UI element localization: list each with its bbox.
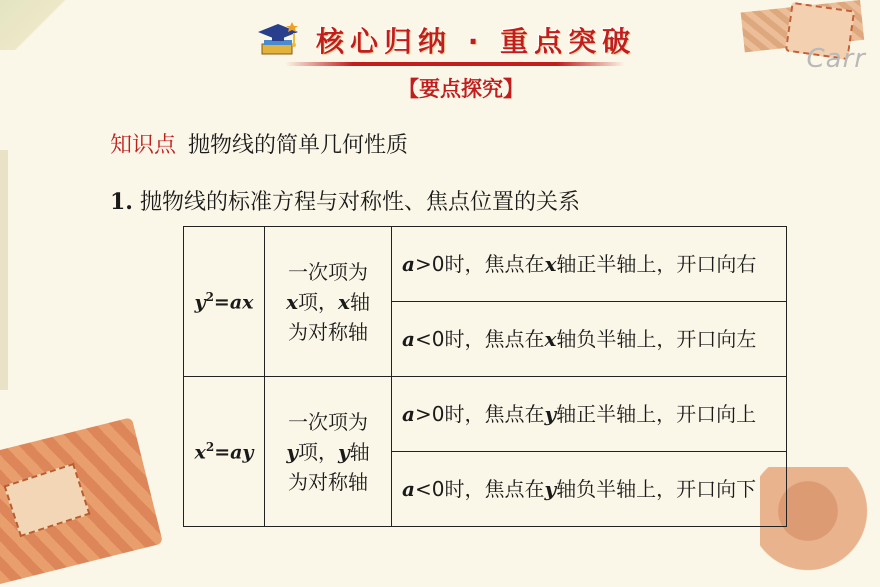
symmetry-line2	[267, 287, 389, 317]
focus-description-cell	[392, 452, 787, 527]
decorative-strip-left	[0, 150, 8, 390]
graduation-cap-icon	[258, 20, 302, 60]
eq-base: x	[194, 441, 206, 464]
decorative-text: Carr	[806, 44, 866, 74]
text: >0时，焦点在	[414, 402, 545, 426]
text: <0时，焦点在	[414, 477, 545, 501]
knowledge-point	[110, 128, 408, 159]
text: 轴负半轴上，开口向下	[556, 477, 757, 501]
symmetry-cell	[265, 377, 392, 527]
var: a	[402, 327, 415, 351]
properties-table	[183, 226, 787, 527]
text: 轴	[349, 439, 370, 464]
text: 轴正半轴上，开口向上	[556, 402, 757, 426]
var: x	[286, 289, 298, 314]
table-row	[184, 377, 787, 452]
eq-base: y	[194, 291, 206, 314]
header-underline	[285, 62, 625, 66]
focus-description-cell	[392, 302, 787, 377]
text: 轴正半轴上，开口向右	[556, 252, 757, 276]
symmetry-line3: 为对称轴	[288, 319, 368, 344]
var: a	[402, 252, 415, 276]
decorative-corner-top-left	[0, 0, 110, 50]
symmetry-line1: 一次项为	[288, 259, 368, 284]
symmetry-line1: 一次项为	[288, 409, 368, 434]
table-row	[184, 227, 787, 302]
eq-rest: =ax	[213, 291, 254, 314]
var: y	[286, 439, 298, 464]
knowledge-point-label: 知识点	[110, 133, 177, 158]
equation-cell	[184, 377, 265, 527]
var: x	[338, 289, 350, 314]
symmetry-cell	[265, 227, 392, 377]
knowledge-point-text: 抛物线的简单几何性质	[188, 133, 409, 158]
text: <0时，焦点在	[414, 327, 545, 351]
text: 项，	[298, 439, 338, 464]
var: x	[544, 327, 557, 351]
item-number: 1.	[110, 189, 133, 215]
eq-rest: =ay	[214, 441, 254, 464]
text: 项，	[298, 289, 338, 314]
var: a	[402, 402, 415, 426]
var: x	[544, 252, 557, 276]
item-title: 抛物线的标准方程与对称性、焦点位置的关系	[139, 190, 580, 215]
var: y	[338, 439, 350, 464]
section-title: 核心归纳 · 重点突破	[316, 25, 637, 58]
item-heading	[110, 185, 580, 216]
symmetry-line2	[267, 437, 389, 467]
focus-description-cell	[392, 377, 787, 452]
var: y	[544, 477, 557, 501]
section-header	[258, 18, 648, 62]
focus-description-cell	[392, 227, 787, 302]
text: >0时，焦点在	[414, 252, 545, 276]
text: 轴	[349, 289, 370, 314]
text: 轴负半轴上，开口向左	[556, 327, 757, 351]
var: y	[544, 402, 557, 426]
equation-cell	[184, 227, 265, 377]
var: a	[402, 477, 415, 501]
eq-exponent: 2	[205, 439, 215, 454]
symmetry-line3: 为对称轴	[288, 469, 368, 494]
subtitle-badge: 【要点探究】	[398, 77, 524, 101]
eq-exponent: 2	[205, 289, 214, 304]
